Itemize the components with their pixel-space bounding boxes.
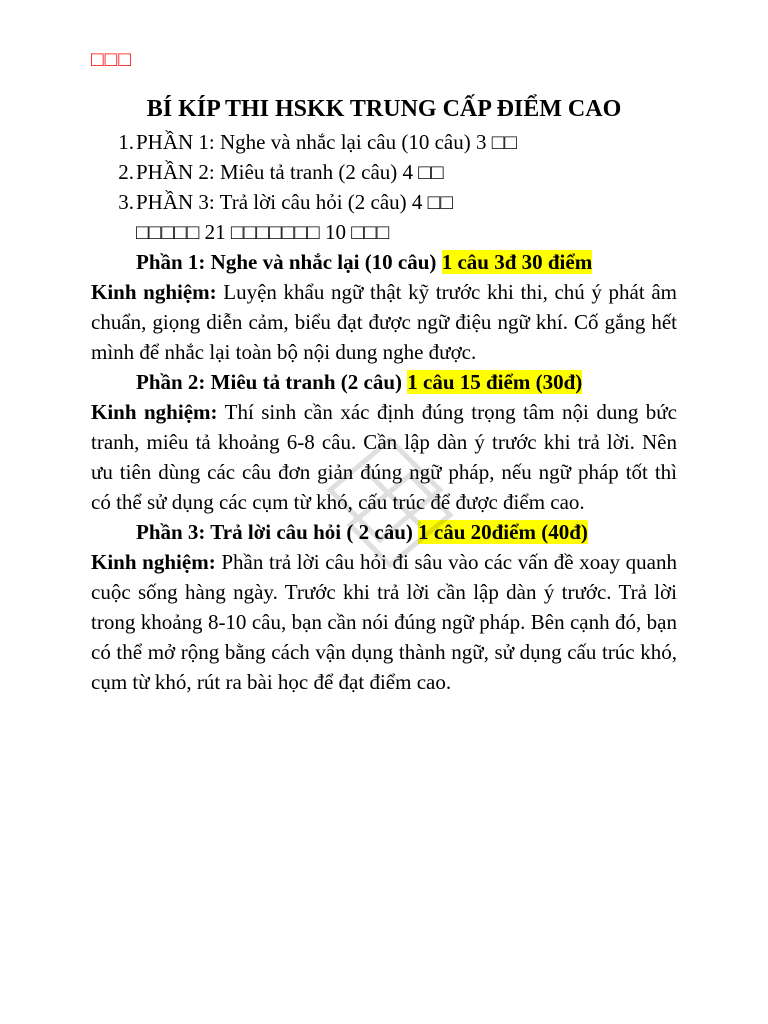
header-mark: □□□	[91, 47, 133, 71]
section-heading-1	[91, 247, 677, 277]
document-body	[91, 247, 677, 697]
section-paragraph-3	[91, 547, 677, 697]
experience-text: Luyện khẩu ngữ thật kỹ trước khi thi, chú ý phát âm chuẩn, giọng diễn cảm, biểu đạt được ngữ điệu ngữ khí. Cố gắng hết mình để nhắc lại toàn bộ nội dung nghe được.	[91, 280, 677, 364]
toc-text: PHẦN 2: Miêu tả tranh (2 câu) 4 □□	[136, 160, 444, 184]
toc-text: PHẦN 1: Nghe và nhắc lại câu (10 câu) 3 □□	[136, 130, 518, 154]
toc-item	[91, 127, 677, 157]
section-paragraph-2	[91, 397, 677, 517]
section-title: Phần 2: Miêu tả tranh (2 câu)	[136, 370, 402, 394]
section-title: Phần 3: Trả lời câu hỏi ( 2 câu)	[136, 520, 413, 544]
toc-item	[91, 157, 677, 187]
experience-label: Kinh nghiệm:	[91, 400, 218, 424]
toc-number: 2.	[118, 160, 134, 184]
experience-text: Thí sinh cần xác định đúng trọng tâm nội dung bức tranh, miêu tả khoảng 6-8 câu. Cần lập dàn ý trước khi trả lời. Nên ưu tiên dùng các câu đơn giản đúng ngữ pháp, nếu ngữ pháp tốt thì có thể sử dụng các cụm từ khó, cấu trúc để được điểm cao.	[91, 400, 678, 514]
section-title: Phần 1: Nghe và nhắc lại (10 câu)	[136, 250, 437, 274]
note-line: □□□□□ 21 □□□□□□□ 10 □□□	[136, 220, 390, 244]
toc-text: PHẦN 3: Trả lời câu hỏi (2 câu) 4 □□	[136, 190, 454, 214]
experience-label: Kinh nghiệm:	[91, 550, 216, 574]
experience-label: Kinh nghiệm:	[91, 280, 217, 304]
document-title: BÍ KÍP THI HSKK TRUNG CẤP ĐIỂM CAO	[146, 96, 622, 122]
section-heading-3	[91, 517, 677, 547]
toc-number: 3.	[118, 190, 134, 214]
section-paragraph-1	[91, 277, 677, 367]
score-highlight: 1 câu 15 điểm (30đ)	[407, 370, 583, 394]
section-heading-2	[91, 367, 677, 397]
toc-number: 1.	[118, 130, 134, 154]
toc-list	[91, 127, 677, 247]
toc-item	[91, 187, 677, 217]
score-highlight: 1 câu 20điểm (40đ)	[418, 520, 588, 544]
score-highlight: 1 câu 3đ 30 điểm	[441, 250, 593, 274]
experience-text: Phần trả lời câu hỏi đi sâu vào các vấn đề xoay quanh cuộc sống hàng ngày. Trước khi trả lời cần lập dàn ý trước. Trả lời trong khoảng 8-10 câu, bạn cần nói đúng ngữ pháp. Bên cạnh đó, bạn có thể mở rộng bằng cách vận dụng thành ngữ, sử dụng cấu trúc khó, cụm từ khó, rút ra bài học để đạt điểm cao.	[91, 550, 677, 694]
